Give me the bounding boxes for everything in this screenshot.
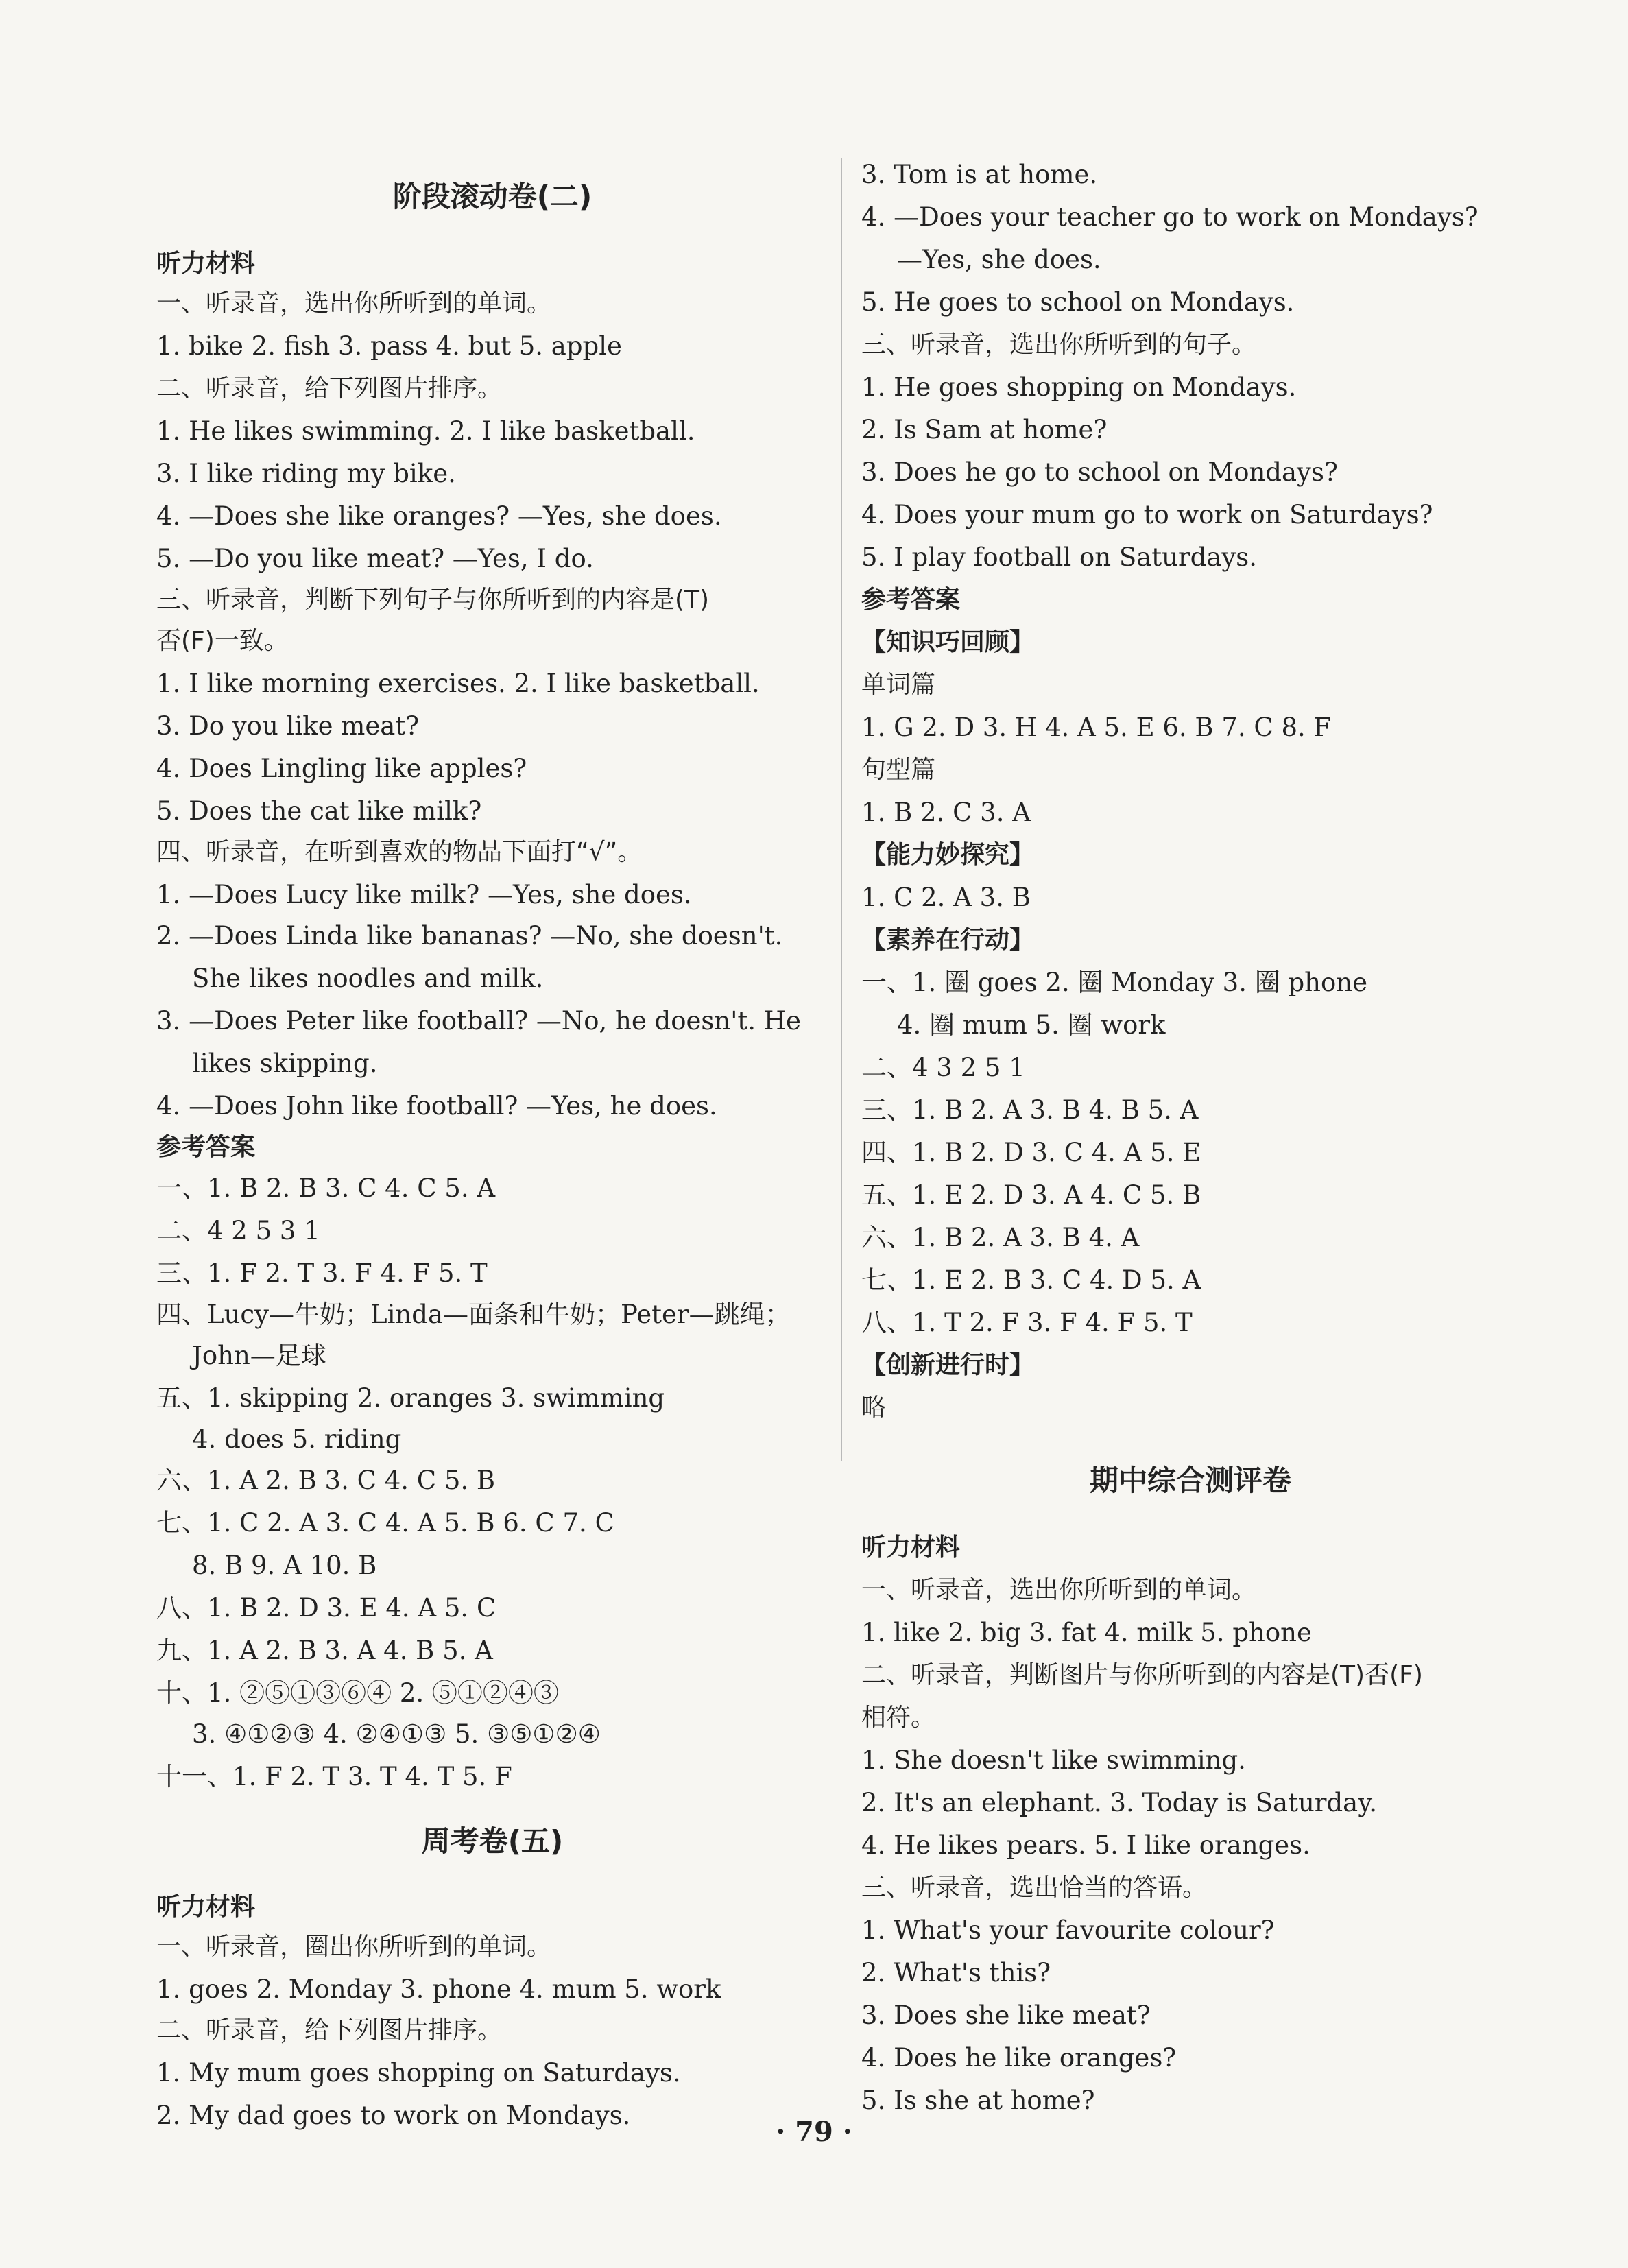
section-title: 周考卷(五) <box>421 1824 564 1858</box>
text-line: 二、4 2 5 3 1 <box>156 1216 320 1245</box>
text-line: 句型篇 <box>861 756 936 784</box>
text-line: 一、1. 圈 goes 2. 圈 Monday 3. 圈 phone <box>861 968 1367 997</box>
page-number: · 79 · <box>776 2116 852 2148</box>
section-heading: 【能力妙探究】 <box>861 841 1035 869</box>
text-line: 相符。 <box>861 1704 936 1732</box>
text-line: 4. —Does she like oranges? —Yes, she does. <box>156 501 722 531</box>
text-line: 4. —Does John like football? —Yes, he does. <box>156 1091 717 1121</box>
text-line: 二、听录音，给下列图片排序。 <box>156 374 503 403</box>
text-line: 4. Does your mum go to work on Saturdays? <box>861 500 1433 529</box>
section-heading: 【创新进行时】 <box>861 1351 1035 1379</box>
text-line: 3. Does she like meat? <box>861 2001 1151 2030</box>
section-title: 阶段滚动卷(二) <box>392 180 592 213</box>
text-line: 1. She doesn't like swimming. <box>861 1745 1246 1775</box>
text-line: 3. —Does Peter like football? —No, he doesn't. He <box>156 1006 801 1036</box>
section-heading: 听力材料 <box>156 1893 256 1921</box>
text-line: 十一、1. F 2. T 3. T 4. T 5. F <box>156 1762 512 1791</box>
text-line: 4. —Does your teacher go to work on Mondays? <box>861 202 1479 232</box>
text-line: 3. Tom is at home. <box>861 160 1098 189</box>
text-line: 8. B 9. A 10. B <box>192 1551 377 1580</box>
text-line: 二、4 3 2 5 1 <box>861 1053 1025 1082</box>
text-line: 2. It's an elephant. 3. Today is Saturday. <box>861 1788 1377 1817</box>
text-line: 4. Does Lingling like apples? <box>156 754 527 783</box>
text-line: 3. I like riding my bike. <box>156 459 456 488</box>
section-heading: 【知识巧回顾】 <box>861 628 1035 656</box>
text-line: 一、听录音，圈出你所听到的单词。 <box>156 1933 552 1961</box>
text-line: 1. B 2. C 3. A <box>861 798 1031 827</box>
text-line: 1. He goes shopping on Mondays. <box>861 372 1297 402</box>
text-line: 五、1. skipping 2. oranges 3. swimming <box>156 1383 665 1413</box>
text-line: 八、1. B 2. D 3. E 4. A 5. C <box>156 1593 496 1623</box>
text-line: 三、1. B 2. A 3. B 4. B 5. A <box>861 1095 1199 1125</box>
text-line: 七、1. E 2. B 3. C 4. D 5. A <box>861 1265 1201 1295</box>
text-line: 六、1. A 2. B 3. C 4. C 5. B <box>156 1466 496 1495</box>
text-line: —Yes, she does. <box>897 245 1101 274</box>
section-heading: 听力材料 <box>861 1533 961 1562</box>
text-line: 1. He likes swimming. 2. I like basketball. <box>156 416 695 446</box>
text-line: She likes noodles and milk. <box>192 964 544 993</box>
text-line: 一、听录音，选出你所听到的单词。 <box>156 289 552 318</box>
text-line: 1. C 2. A 3. B <box>861 883 1031 912</box>
text-line: 4. 圈 mum 5. 圈 work <box>897 1010 1166 1040</box>
section-heading: 参考答案 <box>861 586 961 614</box>
text-line: 1. What's your favourite colour? <box>861 1915 1275 1945</box>
text-line: 1. G 2. D 3. H 4. A 5. E 6. B 7. C 8. F <box>861 713 1332 742</box>
text-line: 五、1. E 2. D 3. A 4. C 5. B <box>861 1180 1201 1210</box>
text-line: 一、1. B 2. B 3. C 4. C 5. A <box>156 1173 496 1203</box>
text-line: 1. I like morning exercises. 2. I like basketball. <box>156 669 760 698</box>
text-line: likes skipping. <box>192 1049 378 1078</box>
text-line: 2. —Does Linda like bananas? —No, she doesn't. <box>156 921 783 951</box>
text-line: 5. I play football on Saturdays. <box>861 542 1258 572</box>
text-line: 2. Is Sam at home? <box>861 415 1108 444</box>
text-line: 1. My mum goes shopping on Saturdays. <box>156 2058 681 2088</box>
text-line: 三、1. F 2. T 3. F 4. F 5. T <box>156 1258 488 1288</box>
text-line: 八、1. T 2. F 3. F 4. F 5. T <box>861 1308 1193 1337</box>
text-line: 4. does 5. riding <box>192 1424 402 1454</box>
text-line: 十、1. ②⑤①③⑥④ 2. ⑤①②④③ <box>156 1678 559 1708</box>
text-line: 单词篇 <box>861 671 936 699</box>
text-line: 七、1. C 2. A 3. C 4. A 5. B 6. C 7. C <box>156 1508 614 1538</box>
text-line: 略 <box>861 1394 887 1422</box>
text-line: 二、听录音，给下列图片排序。 <box>156 2016 503 2044</box>
text-line: 5. Is she at home? <box>861 2086 1095 2115</box>
text-line: 三、听录音，选出恰当的答语。 <box>861 1874 1208 1902</box>
text-line: 3. ④①②③ 4. ②④①③ 5. ③⑤①②④ <box>192 1719 601 1749</box>
text-line: 三、听录音，选出你所听到的句子。 <box>861 331 1257 359</box>
text-line: 1. goes 2. Monday 3. phone 4. mum 5. work <box>156 1974 721 2004</box>
text-line: John—足球 <box>192 1341 326 1370</box>
text-line: 二、听录音，判断图片与你所听到的内容是(T)否(F) <box>861 1661 1423 1689</box>
section-heading: 【素养在行动】 <box>861 926 1035 954</box>
text-line: 1. bike 2. fish 3. pass 4. but 5. apple <box>156 331 622 361</box>
text-line: 4. He likes pears. 5. I like oranges. <box>861 1830 1310 1860</box>
text-line: 三、听录音，判断下列句子与你所听到的内容是(T) <box>156 586 710 614</box>
text-line: 否(F)一致。 <box>156 627 289 655</box>
text-line: 一、听录音，选出你所听到的单词。 <box>861 1576 1257 1604</box>
text-line: 九、1. A 2. B 3. A 4. B 5. A <box>156 1636 493 1665</box>
text-line: 5. —Do you like meat? —Yes, I do. <box>156 544 594 573</box>
column-divider <box>841 158 842 1461</box>
section-title: 期中综合测评卷 <box>1089 1464 1291 1497</box>
section-heading: 听力材料 <box>156 250 256 278</box>
text-line: 四、1. B 2. D 3. C 4. A 5. E <box>861 1138 1201 1167</box>
text-line: 3. Does he go to school on Mondays? <box>861 457 1338 487</box>
text-line: 2. My dad goes to work on Mondays. <box>156 2101 631 2130</box>
text-line: 四、听录音，在听到喜欢的物品下面打“√”。 <box>156 838 643 866</box>
text-line: 1. —Does Lucy like milk? —Yes, she does. <box>156 880 692 909</box>
text-line: 4. Does he like oranges? <box>861 2043 1177 2073</box>
text-line: 1. like 2. big 3. fat 4. milk 5. phone <box>861 1618 1312 1647</box>
text-line: 5. Does the cat like milk? <box>156 796 482 826</box>
text-line: 3. Do you like meat? <box>156 711 420 741</box>
text-line: 2. What's this? <box>861 1958 1051 1988</box>
section-heading: 参考答案 <box>156 1133 256 1161</box>
text-line: 六、1. B 2. A 3. B 4. A <box>861 1223 1140 1252</box>
text-line: 四、Lucy—牛奶；Linda—面条和牛奶；Peter—跳绳； <box>156 1300 791 1329</box>
text-line: 5. He goes to school on Mondays. <box>861 287 1295 317</box>
